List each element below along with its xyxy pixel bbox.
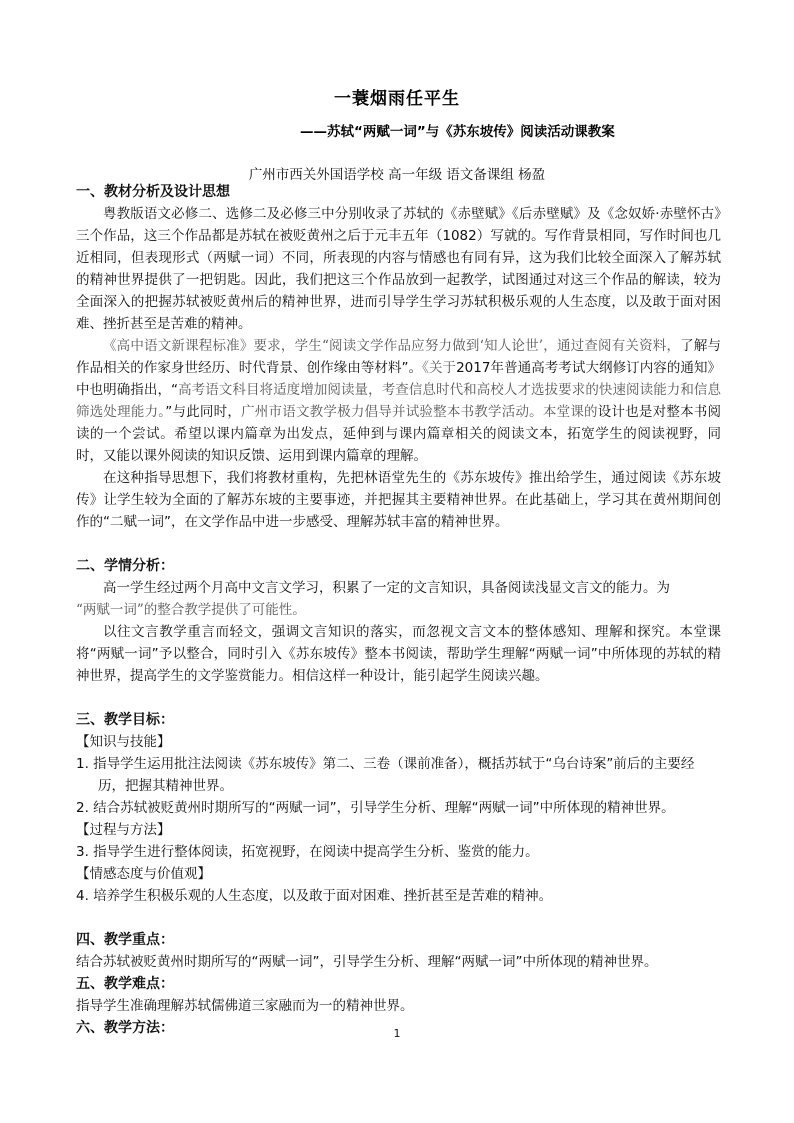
quote-text: “两赋一词”的整合教学提供了可能性。 (76, 602, 306, 618)
difficult-point-text: 指导学生准确理解苏轼儒佛道三家融而为一的精神世界。 (76, 998, 414, 1014)
quote-text: 高考语文科目将适度增加阅读量，考查信息时代和高校人才选拔要求的快速阅读能力和信息筛选处理能力。 (76, 382, 721, 420)
goal-item-4: 4. 培养学生积极乐观的人生态度，以及敢于面对困难、挫折甚至是苦难的精神。 (76, 888, 553, 904)
paragraph: 高一学生经过两个月高中文言文学习，积累了一定的文言知识，具备阅读浅显文言文的能力。为 (103, 580, 670, 596)
document-title: 一蓑烟雨任平生 (334, 89, 460, 109)
section-heading-5: 五、教学难点： (76, 976, 174, 992)
paragraph: 在这种指导思想下，我们将教材重构，先把林语堂先生的《苏东坡传》推出给学生，通过阅读《苏东坡传》让学生较为全面的了解苏东坡的主要事迹，并把握其主要精神世界。在此基础上，学习其在黄州期间创作的“二赋一词”，在文学作品中进一步感受、理解苏轼丰富的精神世界。 (76, 470, 721, 530)
quote-text: 《关于 (422, 360, 457, 376)
body-text: 设计也是对整本书阅读的一个尝试。希望以课内篇章为出发点，延伸到与课内篇章相关的阅读文本，拓宽学生的阅读视野，同时，又能以课外阅读的知识反馈、运用到课内篇章的理解。 (76, 404, 722, 464)
body-text: 2017年普通高考考试大纲修订内容的通知》中也明确指出，“ (76, 360, 722, 398)
quote-text: 《高中语文新课程标准》要求，学生“阅读文学作品应努力做到‘知人论世’，通过查阅有关资料， (103, 338, 681, 354)
section-heading-1: 一、教材分析及设计思想 (76, 184, 230, 200)
section-heading-3: 三、教学目标： (76, 712, 174, 728)
goal-group-knowledge: 【知识与技能】 (76, 734, 171, 750)
document-subtitle: ——苏轼“两赋一词”与《苏东坡传》阅读活动课教案 (300, 124, 615, 140)
page-number: 1 (393, 1027, 401, 1040)
paragraph: 粤教版语文必修二、选修二及必修三中分别收录了苏轼的《赤壁赋》《后赤壁赋》及《念奴娇·赤壁怀古》三个作品，这三个作品都是苏轼在被贬黄州之后于元丰五年（1082）写就的。写作背景相同，写作时间也几近相同，但表现形式（两赋一词）不同，所表现的内容与情感也有同有异，这为我们比较全面深入了解苏轼的精神世界提供了一把钥匙。因此，我们把这三个作品放到一起教学，试图通过对这三个作品的解读，较为全面深入的把握苏轼被贬黄州后的精神世界，进而引导学生学习苏轼积极乐观的人生态度，以及敢于面对困难、挫折甚至是苦难的精神。 (76, 206, 721, 332)
goal-item-2: 2. 结合苏轼被贬黄州时期所写的“两赋一词”，引导学生分析、理解“两赋一词”中所体现的精神世界。 (76, 800, 675, 816)
spacer (76, 907, 721, 929)
goal-group-values: 【情感态度与价值观】 (76, 866, 211, 882)
document-body (76, 181, 721, 1039)
section-heading-4: 四、教学重点： (76, 932, 174, 948)
spacer (76, 533, 721, 555)
goal-item-3: 3. 指导学生进行整体阅读，拓宽视野，在阅读中提高学生分析、鉴赏的能力。 (76, 844, 539, 860)
section-heading-2: 二、学情分析： (76, 558, 174, 574)
quote-text: 广州市语文教学极力倡导并试验整本书教学活动。本堂课的 (241, 404, 598, 420)
body-text: ”与此同时， (165, 404, 242, 420)
goal-group-process: 【过程与方法】 (76, 822, 171, 838)
key-point-text: 结合苏轼被贬黄州时期所写的“两赋一词”，引导学生分析、理解“两赋一词”中所体现的精神世界。 (76, 954, 658, 970)
spacer (76, 687, 721, 709)
body-text: 了解与作品相关的作家身世经历、时代背景、创作缘由等材料”。 (76, 338, 722, 376)
paragraph (76, 335, 721, 467)
paragraph: 以往文言教学重言而轻文，强调文言知识的落实，而忽视文言文本的整体感知、理解和探究。本堂课将“两赋一词”予以整合，同时引入《苏东坡传》整本书阅读，帮助学生理解“两赋一词”中所体现的苏轼的精神世界，提高学生的文学鉴赏能力。相信这样一种设计，能引起学生阅读兴趣。 (76, 624, 721, 684)
author-line: 广州市西关外国语学校 高一年级 语文备课组 杨盈 (248, 167, 546, 183)
goal-item-1: 1. 指导学生运用批注法阅读《苏东坡传》第二、三卷（课前准备），概括苏轼于“乌台诗案”前后的主要经历，把握其精神世界。 (76, 756, 695, 794)
section-heading-6: 六、教学方法： (76, 1020, 174, 1036)
